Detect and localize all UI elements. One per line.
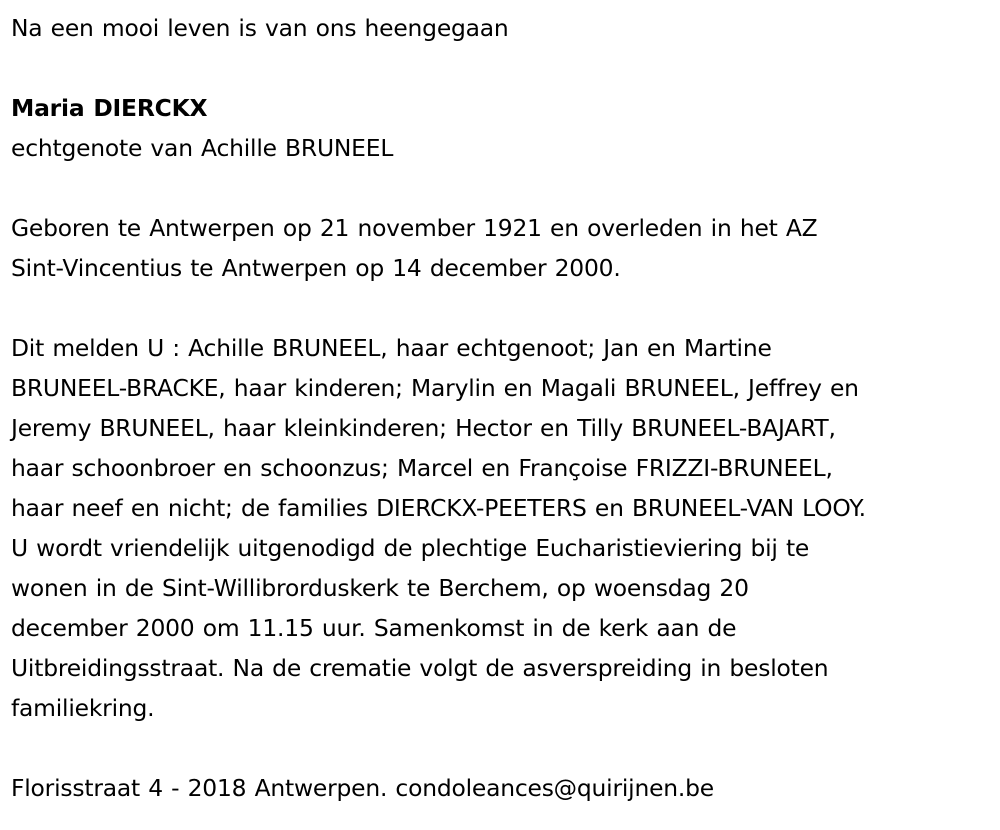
relation-text: echtgenote van Achille BRUNEEL	[11, 134, 394, 162]
deceased-name: Maria DIERCKX	[11, 94, 208, 122]
intro-text: Na een mooi leven is van ons heengegaan	[11, 14, 509, 42]
paragraph-line: wonen in de Sint-Willibrorduskerk te Berchem, op woensdag 20	[11, 574, 749, 602]
paragraph-line: Jeremy BRUNEEL, haar kleinkinderen; Hector en Tilly BRUNEEL-BAJART,	[11, 414, 836, 442]
paragraph-line: december 2000 om 11.15 uur. Samenkomst in de kerk aan de	[11, 614, 737, 642]
birth-death-paragraph	[11, 208, 996, 288]
paragraph-line: BRUNEEL-BRACKE, haar kinderen; Marylin en Magali BRUNEEL, Jeffrey en	[11, 374, 859, 402]
paragraph-line: Geboren te Antwerpen op 21 november 1921 en overleden in het AZ	[11, 214, 818, 242]
paragraph-line: U wordt vriendelijk uitgenodigd de plechtige Eucharistieviering bij te	[11, 534, 810, 562]
paragraph-line: Dit melden U : Achille BRUNEEL, haar echtgenoot; Jan en Martine	[11, 334, 772, 362]
death-notice	[11, 8, 996, 808]
address-contact: Florisstraat 4 - 2018 Antwerpen. condoleances@quirijnen.be	[11, 774, 714, 802]
paragraph-line: Uitbreidingsstraat. Na de crematie volgt de asverspreiding in besloten	[11, 654, 829, 682]
paragraph-line: haar schoonbroer en schoonzus; Marcel en Françoise FRIZZI-BRUNEEL,	[11, 454, 833, 482]
paragraph-line: Sint-Vincentius te Antwerpen op 14 december 2000.	[11, 254, 621, 282]
announcement-paragraph	[11, 328, 996, 728]
paragraph-line: haar neef en nicht; de families DIERCKX-PEETERS en BRUNEEL-VAN LOOY.	[11, 494, 866, 522]
paragraph-line: familiekring.	[11, 694, 155, 722]
